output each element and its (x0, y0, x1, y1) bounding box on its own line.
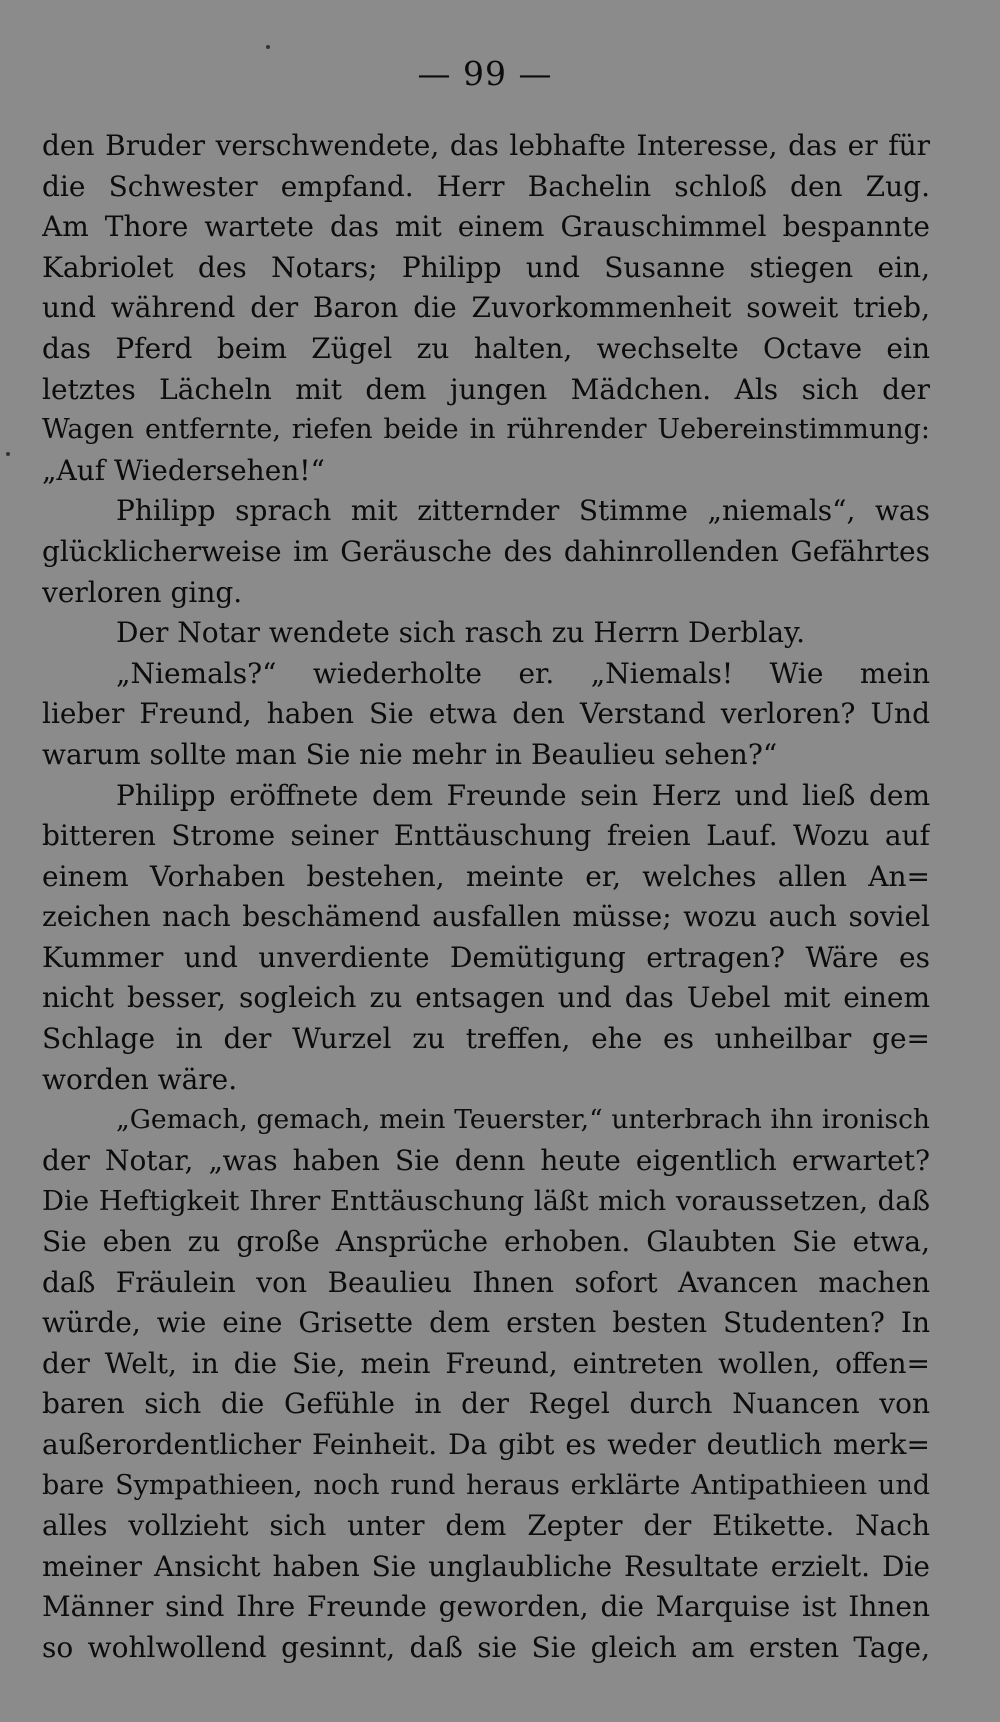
text-line: bare Sympathieen, noch rund heraus erklärte Antipathieen und (42, 1469, 930, 1501)
text-line: letztes Lächeln mit dem jungen Mädchen. Als sich der (42, 372, 930, 406)
text-line: „Gemach, gemach, mein Teuerster,“ unterbrach ihn ironisch (116, 1104, 930, 1136)
text-line: die Schwester empfand. Herr Bachelin schloß den Zug. (42, 169, 930, 203)
text-line: glücklicherweise im Geräusche des dahinrollenden Gefährtes (42, 534, 930, 568)
text-line: baren sich die Gefühle in der Regel durch Nuancen von (42, 1387, 930, 1421)
text-line: „Auf Wiedersehen!“ (42, 453, 325, 487)
text-line: Die Heftigkeit Ihrer Enttäuschung läßt mich voraussetzen, daß (42, 1185, 930, 1218)
text-line: nicht besser, sogleich zu entsagen und das Uebel mit einem (42, 981, 930, 1015)
text-line: daß Fräulein von Beaulieu Ihnen sofort Avancen machen (42, 1265, 930, 1299)
text-line: Sie eben zu große Ansprüche erhoben. Glaubten Sie etwa, (42, 1225, 930, 1259)
text-line: lieber Freund, haben Sie etwa den Verstand verloren? Und (42, 697, 930, 731)
text-line: das Pferd beim Zügel zu halten, wechselte Octave ein (42, 331, 930, 365)
page-number: — 99 — (417, 54, 553, 93)
text-line: warum sollte man Sie nie mehr in Beaulieu sehen?“ (42, 737, 778, 771)
text-line: Schlage in der Wurzel zu treffen, ehe es unheilbar ge= (42, 1022, 930, 1056)
text-line: Männer sind Ihre Freunde geworden, die Marquise ist Ihnen (42, 1590, 930, 1624)
scan-speck (266, 45, 270, 49)
body-text (42, 126, 930, 1669)
scan-speck (6, 452, 10, 456)
text-line: Wagen entfernte, riefen beide in rührender Uebereinstimmung: (42, 414, 930, 446)
text-line: worden wäre. (42, 1062, 238, 1096)
text-line: den Bruder verschwendete, das lebhafte Interesse, das er für (42, 129, 930, 162)
text-line: außerordentlicher Feinheit. Da gibt es weder deutlich merk= (42, 1428, 930, 1461)
text-line: Kabriolet des Notars; Philipp und Susanne stiegen ein, (42, 250, 930, 284)
text-line: verloren ging. (42, 575, 243, 609)
text-line: der Notar, „was haben Sie denn heute eigentlich erwartet? (42, 1143, 930, 1177)
text-line: Philipp sprach mit zitternder Stimme „niemals“, was (116, 494, 930, 528)
text-line: alles vollzieht sich unter dem Zepter der Etikette. Nach (42, 1509, 930, 1543)
text-line: der Welt, in die Sie, mein Freund, eintreten wollen, offen= (42, 1346, 930, 1380)
text-line: Am Thore wartete das mit einem Grauschimmel bespannte (42, 210, 930, 244)
text-line: einem Vorhaben bestehen, meinte er, welches allen An= (42, 859, 930, 893)
text-line: zeichen nach beschämend ausfallen müsse; wozu auch soviel (42, 900, 930, 934)
text-line: „Niemals?“ wiederholte er. „Niemals! Wie mein (116, 656, 930, 690)
text-line: Kummer und unverdiente Demütigung ertragen? Wäre es (42, 940, 930, 974)
text-line: würde, wie eine Grisette dem ersten besten Studenten? In (42, 1306, 930, 1340)
text-line: und während der Baron die Zuvorkommenheit soweit trieb, (42, 291, 930, 325)
text-line: so wohlwollend gesinnt, daß sie Sie gleich am ersten Tage, (42, 1630, 930, 1664)
text-line: bitteren Strome seiner Enttäuschung freien Lauf. Wozu auf (42, 819, 930, 853)
text-line: Der Notar wendete sich rasch zu Herrn Derblay. (116, 616, 806, 650)
text-line: meiner Ansicht haben Sie unglaubliche Resultate erzielt. Die (42, 1549, 930, 1583)
text-line: Philipp eröffnete dem Freunde sein Herz und ließ dem (116, 778, 930, 812)
